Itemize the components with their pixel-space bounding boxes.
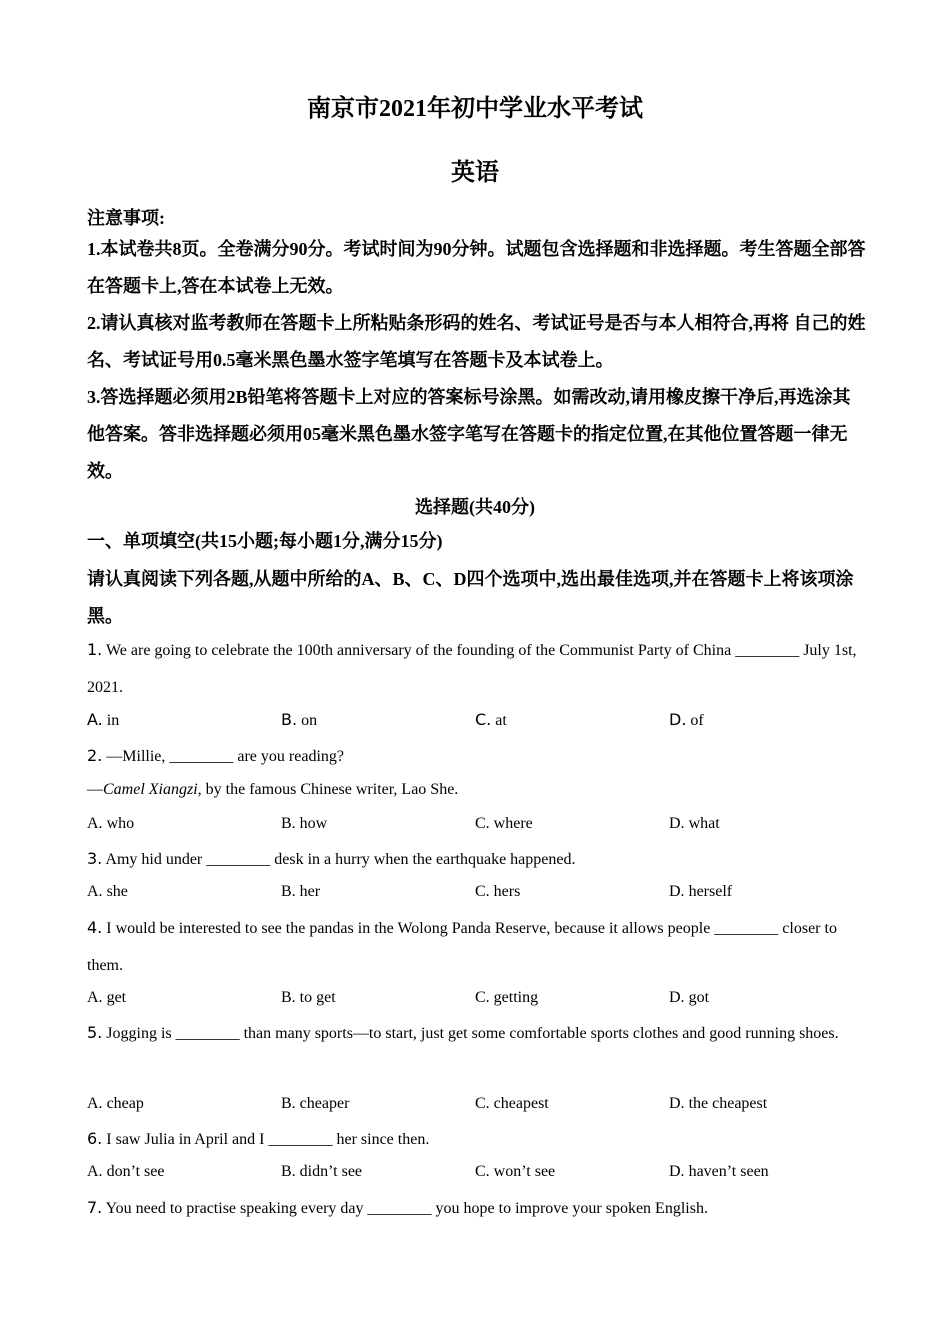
options-3 xyxy=(87,879,887,905)
question-number: 4. xyxy=(87,918,103,937)
question-number: 6. xyxy=(87,1129,103,1148)
question-4 xyxy=(87,909,867,984)
options-5 xyxy=(87,1091,887,1117)
option-a[interactable]: A. who xyxy=(87,815,135,832)
subject-title: 英语 xyxy=(451,160,499,186)
option-d[interactable]: D. haven’t seen xyxy=(669,1163,769,1180)
option-a[interactable]: A. in xyxy=(87,710,120,729)
question-text: We are going to celebrate the 100th anniversary of the founding of the Communist Party of China ________ July 1st, 2021. xyxy=(87,642,857,696)
option-c[interactable]: C. where xyxy=(475,815,533,832)
option-c[interactable]: C. at xyxy=(475,710,507,729)
option-a[interactable]: A. cheap xyxy=(87,1095,144,1112)
option-b[interactable]: B. didn’t see xyxy=(281,1163,363,1180)
question-text: You need to practise speaking every day ________ you hope to improve your spoken English. xyxy=(102,1200,708,1217)
option-a[interactable]: A. she xyxy=(87,883,128,900)
question-5 xyxy=(87,1014,867,1052)
question-number: 1. xyxy=(87,640,103,659)
question-number: 7. xyxy=(87,1198,103,1217)
option-a[interactable]: A. get xyxy=(87,989,127,1006)
options-6 xyxy=(87,1159,887,1185)
option-b[interactable]: B. her xyxy=(281,883,321,900)
question-7 xyxy=(87,1189,867,1227)
question-text: I would be interested to see the pandas in the Wolong Panda Reserve, because it allows people ________ closer to them. xyxy=(87,920,837,974)
option-b[interactable]: B. on xyxy=(281,710,318,729)
option-a[interactable]: A. don’t see xyxy=(87,1163,165,1180)
question-1 xyxy=(87,631,867,706)
note-item: 2.请认真核对监考教师在答题卡上所粘贴条形码的姓名、考试证号是否与本人相符合,再将 自己的姓名、考试证号用0.5毫米黑色墨水签字笔填写在答题卡及本试卷上。 xyxy=(87,313,866,370)
note-item: 3.答选择题必须用2B铅笔将答题卡上对应的答案标号涂黑。如需改动,请用橡皮擦干净后,再选涂其他答案。答非选择题必须用05毫米黑色墨水签字笔写在答题卡的指定位置,在其他位置答题一律无效。 xyxy=(87,387,851,481)
option-c[interactable]: C. cheapest xyxy=(475,1095,549,1112)
part-title: 一、单项填空(共15小题;每小题1分,满分15分) xyxy=(87,531,443,551)
question-number: 5. xyxy=(87,1023,103,1042)
option-c[interactable]: C. hers xyxy=(475,883,521,900)
options-4 xyxy=(87,985,887,1011)
section-title: 选择题(共40分) xyxy=(415,497,535,517)
notes-section xyxy=(87,205,867,490)
option-d[interactable]: D. got xyxy=(669,989,710,1006)
exam-title: 南京市2021年初中学业水平考试 xyxy=(307,96,643,122)
option-b[interactable]: B. to get xyxy=(281,989,336,1006)
option-d[interactable]: D. what xyxy=(669,815,720,832)
question-6 xyxy=(87,1120,867,1158)
options-1 xyxy=(87,707,887,733)
option-c[interactable]: C. won’t see xyxy=(475,1163,556,1180)
option-b[interactable]: B. how xyxy=(281,815,328,832)
option-d[interactable]: D. of xyxy=(669,710,704,729)
question-text: Amy hid under ________ desk in a hurry when the earthquake happened. xyxy=(102,851,576,868)
question-text: Jogging is ________ than many sports—to start, just get some comfortable sports clothes and good running shoes. xyxy=(102,1025,839,1042)
option-b[interactable]: B. cheaper xyxy=(281,1095,350,1112)
option-c[interactable]: C. getting xyxy=(475,989,539,1006)
question-text: I saw Julia in April and I ________ her since then. xyxy=(102,1131,430,1148)
option-d[interactable]: D. the cheapest xyxy=(669,1095,768,1112)
note-item: 1.本试卷共8页。全卷满分90分。考试时间为90分钟。试题包含选择题和非选择题。考生答题全部答在答题卡上,答在本试卷上无效。 xyxy=(87,239,866,296)
question-3 xyxy=(87,840,867,878)
question-2-answer-line: —Camel Xiangzi, by the famous Chinese writer, Lao She. xyxy=(87,781,459,798)
option-d[interactable]: D. herself xyxy=(669,883,733,900)
question-2 xyxy=(87,737,867,775)
question-number: 2. xyxy=(87,746,103,765)
options-2 xyxy=(87,811,887,837)
notes-heading: 注意事项: xyxy=(87,208,165,228)
instruction-text: 请认真阅读下列各题,从题中所给的A、B、C、D四个选项中,选出最佳选项,并在答题卡上将该项涂黑。 xyxy=(87,569,854,626)
book-title: Camel Xiangzi xyxy=(103,781,198,798)
question-number: 3. xyxy=(87,849,103,868)
question-text: —Millie, ________ are you reading? xyxy=(102,748,344,765)
